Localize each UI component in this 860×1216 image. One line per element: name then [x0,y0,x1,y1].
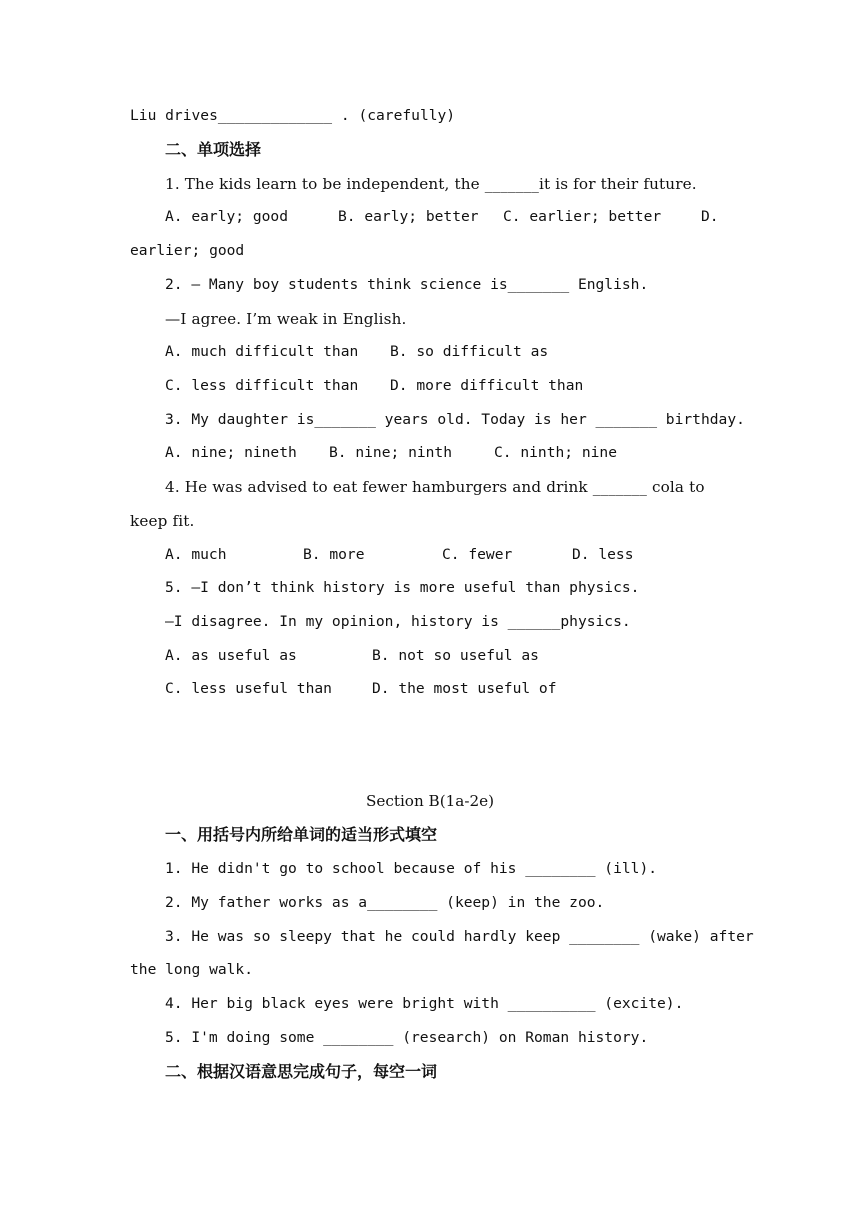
question-4-option-b: B. more [303,546,365,563]
question-4-option-c: C. fewer [442,546,513,563]
question-1-option-b: B. early; better [338,208,479,225]
question-4-option-a: A. much [165,546,227,563]
question-5-stem: 5. —I don’t think history is more useful than physics. [165,579,640,596]
heading-multiple-choice: 二、单项选择 [165,140,262,159]
question-5-option-c: C. less useful than [165,680,332,697]
question-1-option-d-text: earlier; good [130,242,245,259]
question-3-stem: 3. My daughter is_______ years old. Today is her _______ birthday. [165,411,745,428]
question-5-option-d: D. the most useful of [372,680,557,697]
question-2-option-b: B. so difficult as [390,343,549,360]
word-form-item-1: 1. He didn't go to school because of his ________ (ill). [165,860,658,877]
question-2-option-d: D. more difficult than [390,377,584,394]
question-1-option-c: C. earlier; better [503,208,662,225]
heading-word-form-fill: 一、用括号内所给单词的适当形式填空 [165,825,438,844]
question-5-reply: —I disagree. In my opinion, history is ______physics. [165,613,631,630]
question-4-stem: 4. He was advised to eat fewer hamburgers and drink _______ cola to [165,478,705,496]
word-form-item-3-wrap: the long walk. [130,961,254,978]
question-2-option-a: A. much difficult than [165,343,359,360]
question-4-stem-wrap: keep fit. [130,512,195,530]
question-3-option-c: C. ninth; nine [494,444,618,461]
word-form-item-2: 2. My father works as a________ (keep) in the zoo. [165,894,605,911]
question-4-option-d: D. less [572,546,634,563]
question-1-stem: 1. The kids learn to be independent, the _______it is for their future. [165,175,697,193]
word-form-item-3: 3. He was so sleepy that he could hardly keep ________ (wake) after [165,928,754,945]
section-b-title: Section B(1a-2e) [365,792,495,810]
heading-translation-completion: 二、根据汉语意思完成句子，每空一词 [165,1062,438,1081]
question-2-reply: —I agree. I’m weak in English. [165,310,407,328]
question-5-option-a: A. as useful as [165,647,297,664]
question-2-option-c: C. less difficult than [165,377,359,394]
question-3-option-b: B. nine; ninth [329,444,453,461]
fill-in-sentence-carefully: Liu drives_____________ . (carefully) [130,107,456,124]
question-3-option-a: A. nine; nineth [165,444,297,461]
word-form-item-5: 5. I'm doing some ________ (research) on Roman history. [165,1029,649,1046]
question-5-option-b: B. not so useful as [372,647,539,664]
word-form-item-4: 4. Her big black eyes were bright with __________ (excite). [165,995,684,1012]
question-2-stem: 2. — Many boy students think science is_______ English. [165,276,649,293]
question-1-option-a: A. early; good [165,208,289,225]
question-1-option-d-label: D. [701,208,719,225]
